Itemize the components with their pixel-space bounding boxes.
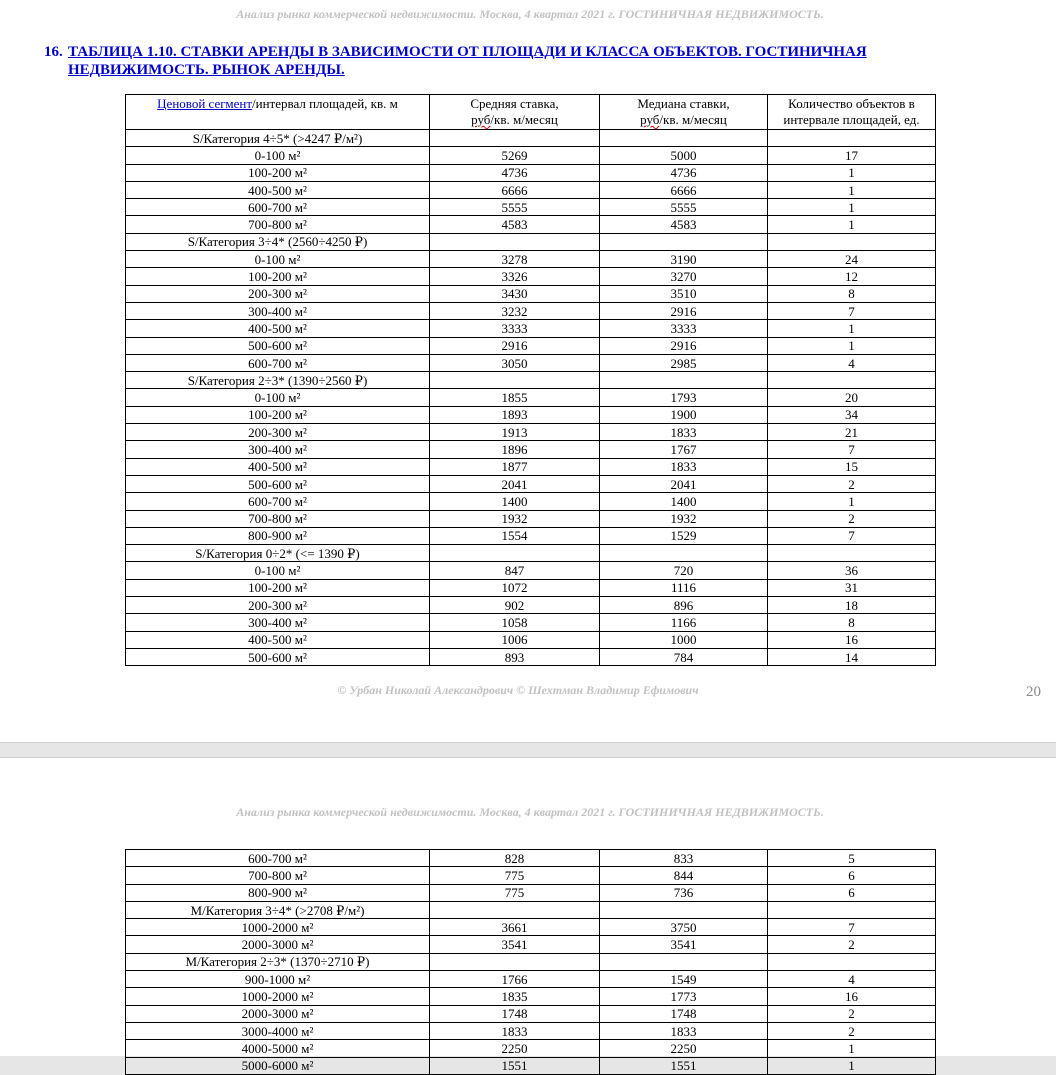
object-count-cell: 7 [768, 302, 936, 319]
price-segment-link[interactable]: Ценовой сегмент [157, 96, 253, 111]
median-rate-cell: 1833 [600, 458, 768, 475]
object-count-cell: 1 [768, 337, 936, 354]
object-count-cell: 2 [768, 475, 936, 492]
table-body [126, 130, 936, 666]
category-row [126, 953, 936, 970]
area-interval-cell: 600-700 м² [126, 850, 430, 867]
average-rate-cell: 1896 [430, 441, 600, 458]
average-rate-cell: 1766 [430, 971, 600, 988]
median-rate-cell: 3541 [600, 936, 768, 953]
empty-cell [430, 130, 600, 147]
area-interval-cell: 2000-3000 м² [126, 1005, 430, 1022]
area-interval-cell: 100-200 м² [126, 268, 430, 285]
empty-cell [600, 130, 768, 147]
median-rate-cell: 736 [600, 884, 768, 901]
median-rate-cell: 1529 [600, 527, 768, 544]
table-row [126, 936, 936, 953]
category-label: S/Категория 3÷4* (2560÷4250 ₽) [126, 233, 430, 250]
empty-cell [430, 372, 600, 389]
table-row [126, 441, 936, 458]
median-rate-cell: 1549 [600, 971, 768, 988]
empty-cell [430, 901, 600, 918]
page-separator [0, 742, 1056, 758]
area-interval-cell: 2000-3000 м² [126, 936, 430, 953]
area-interval-cell: 600-700 м² [126, 354, 430, 371]
median-rate-cell: 2985 [600, 354, 768, 371]
object-count-cell: 2 [768, 510, 936, 527]
area-interval-cell: 600-700 м² [126, 493, 430, 510]
category-row [126, 233, 936, 250]
category-label: S/Категория 0÷2* (<= 1390 ₽) [126, 545, 430, 562]
median-rate-cell: 1900 [600, 406, 768, 423]
median-rate-cell: 1000 [600, 631, 768, 648]
average-rate-cell: 6666 [430, 181, 600, 198]
category-label: S/Категория 4÷5* (>4247 ₽/м²) [126, 130, 430, 147]
table-row [126, 867, 936, 884]
empty-cell [600, 372, 768, 389]
header-median-rate [600, 95, 768, 130]
median-rate-cell: 1767 [600, 441, 768, 458]
table-row [126, 285, 936, 302]
area-interval-cell: 200-300 м² [126, 597, 430, 614]
table-row [126, 406, 936, 423]
median-rate-cell: 1833 [600, 424, 768, 441]
object-count-cell: 2 [768, 1005, 936, 1022]
average-rate-cell: 1400 [430, 493, 600, 510]
average-rate-cell: 3278 [430, 251, 600, 268]
category-row [126, 372, 936, 389]
category-label: M/Категория 3÷4* (>2708 ₽/м²) [126, 901, 430, 918]
object-count-cell: 14 [768, 648, 936, 665]
average-rate-cell: 3326 [430, 268, 600, 285]
table-row [126, 147, 936, 164]
area-interval-cell: 300-400 м² [126, 614, 430, 631]
area-interval-cell: 100-200 м² [126, 579, 430, 596]
average-rate-cell: 3050 [430, 354, 600, 371]
area-interval-cell: 700-800 м² [126, 216, 430, 233]
table-row [126, 181, 936, 198]
median-rate-cell: 5555 [600, 199, 768, 216]
median-rate-cell: 720 [600, 562, 768, 579]
copyright-footer: © Урбан Николай Александрович © Шехтман Владимир Ефимович [337, 683, 699, 697]
average-rate-cell: 775 [430, 884, 600, 901]
table-row [126, 1022, 936, 1039]
page-number: 20 [1026, 684, 1041, 700]
median-rate-cell: 6666 [600, 181, 768, 198]
object-count-cell: 17 [768, 147, 936, 164]
average-rate-cell: 2250 [430, 1040, 600, 1057]
object-count-cell: 1 [768, 216, 936, 233]
object-count-cell: 36 [768, 562, 936, 579]
median-rate-cell: 1551 [600, 1057, 768, 1074]
median-rate-cell: 3333 [600, 320, 768, 337]
empty-cell [600, 233, 768, 250]
average-rate-cell: 1913 [430, 424, 600, 441]
object-count-cell: 16 [768, 988, 936, 1005]
average-rate-cell: 828 [430, 850, 600, 867]
area-interval-cell: 700-800 м² [126, 510, 430, 527]
running-header: Анализ рынка коммерческой недвижимости. Москва, 4 квартал 2021 г. ГОСТИНИЧНАЯ НЕДВИЖИМОСТЬ. [236, 805, 824, 819]
table-row [126, 199, 936, 216]
spellcheck-word: руб [640, 112, 660, 127]
area-interval-cell: 400-500 м² [126, 458, 430, 475]
area-interval-cell: 900-1000 м² [126, 971, 430, 988]
table-row [126, 850, 936, 867]
table-row [126, 988, 936, 1005]
empty-cell [768, 901, 936, 918]
category-row [126, 901, 936, 918]
area-interval-cell: 5000-6000 м² [126, 1057, 430, 1074]
table-row [126, 1040, 936, 1057]
object-count-cell: 1 [768, 181, 936, 198]
table-row [126, 251, 936, 268]
object-count-cell: 1 [768, 1040, 936, 1057]
table-row [126, 971, 936, 988]
table-row [126, 527, 936, 544]
object-count-cell: 1 [768, 493, 936, 510]
median-rate-cell: 4583 [600, 216, 768, 233]
median-rate-cell: 3750 [600, 919, 768, 936]
object-count-cell: 7 [768, 527, 936, 544]
average-rate-cell: 847 [430, 562, 600, 579]
empty-cell [600, 545, 768, 562]
table-row [126, 562, 936, 579]
table-row [126, 1005, 936, 1022]
average-rate-cell: 775 [430, 867, 600, 884]
average-rate-cell: 1855 [430, 389, 600, 406]
object-count-cell: 8 [768, 614, 936, 631]
median-rate-cell: 1166 [600, 614, 768, 631]
empty-cell [768, 953, 936, 970]
object-count-cell: 5 [768, 850, 936, 867]
table-row [126, 389, 936, 406]
average-rate-cell: 5555 [430, 199, 600, 216]
median-rate-cell: 2250 [600, 1040, 768, 1057]
object-count-cell: 2 [768, 936, 936, 953]
average-rate-cell: 902 [430, 597, 600, 614]
average-rate-cell: 1833 [430, 1022, 600, 1039]
area-interval-cell: 600-700 м² [126, 199, 430, 216]
area-interval-cell: 400-500 м² [126, 181, 430, 198]
average-rate-cell: 893 [430, 648, 600, 665]
average-rate-cell: 1554 [430, 527, 600, 544]
table-row [126, 510, 936, 527]
running-header: Анализ рынка коммерческой недвижимости. Москва, 4 квартал 2021 г. ГОСТИНИЧНАЯ НЕДВИЖИМОСТЬ. [236, 7, 824, 21]
average-rate-cell: 5269 [430, 147, 600, 164]
median-rate-cell: 1932 [600, 510, 768, 527]
area-interval-cell: 3000-4000 м² [126, 1022, 430, 1039]
average-rate-cell: 3661 [430, 919, 600, 936]
area-interval-cell: 800-900 м² [126, 527, 430, 544]
table-row [126, 631, 936, 648]
category-label: S/Категория 2÷3* (1390÷2560 ₽) [126, 372, 430, 389]
median-rate-cell: 3190 [600, 251, 768, 268]
average-rate-cell: 1551 [430, 1057, 600, 1074]
area-interval-cell: 800-900 м² [126, 884, 430, 901]
category-row [126, 130, 936, 147]
empty-cell [768, 233, 936, 250]
object-count-cell: 7 [768, 919, 936, 936]
area-interval-cell: 500-600 м² [126, 475, 430, 492]
table-row [126, 320, 936, 337]
table-body [126, 850, 936, 1075]
median-rate-cell: 1748 [600, 1005, 768, 1022]
average-rate-cell: 3333 [430, 320, 600, 337]
rent-rates-table-continued [125, 849, 936, 1075]
area-interval-cell: 500-600 м² [126, 648, 430, 665]
header-average-line1: Средняя ставка, [470, 96, 559, 111]
header-median-line1: Медиана ставки, [637, 96, 730, 111]
object-count-cell: 8 [768, 285, 936, 302]
area-interval-cell: 200-300 м² [126, 424, 430, 441]
area-interval-cell: 1000-2000 м² [126, 988, 430, 1005]
spellcheck-word: руб [471, 112, 491, 127]
object-count-cell: 20 [768, 389, 936, 406]
object-count-cell: 34 [768, 406, 936, 423]
area-interval-cell: 300-400 м² [126, 302, 430, 319]
header-interval-label: /интервал площадей, кв. м [252, 96, 398, 111]
document-page-2 [0, 758, 1056, 1074]
table-row [126, 1057, 936, 1074]
header-average-rate [430, 95, 600, 130]
area-interval-cell: 400-500 м² [126, 631, 430, 648]
object-count-cell: 16 [768, 631, 936, 648]
median-rate-cell: 3270 [600, 268, 768, 285]
empty-cell [430, 953, 600, 970]
object-count-cell: 4 [768, 354, 936, 371]
header-price-segment [126, 95, 430, 130]
object-count-cell: 1 [768, 164, 936, 181]
rent-rates-table [125, 94, 936, 666]
object-count-cell: 31 [768, 579, 936, 596]
object-count-cell: 1 [768, 199, 936, 216]
table-row [126, 579, 936, 596]
median-rate-cell: 2916 [600, 302, 768, 319]
table-row [126, 475, 936, 492]
table-row [126, 458, 936, 475]
average-rate-cell: 1835 [430, 988, 600, 1005]
median-rate-cell: 784 [600, 648, 768, 665]
median-rate-cell: 1833 [600, 1022, 768, 1039]
object-count-cell: 2 [768, 1022, 936, 1039]
table-row [126, 884, 936, 901]
table-row [126, 302, 936, 319]
median-rate-cell: 5000 [600, 147, 768, 164]
average-rate-cell: 3232 [430, 302, 600, 319]
area-interval-cell: 0-100 м² [126, 251, 430, 268]
area-interval-cell: 200-300 м² [126, 285, 430, 302]
table-row [126, 337, 936, 354]
median-rate-cell: 833 [600, 850, 768, 867]
average-rate-cell: 1006 [430, 631, 600, 648]
average-rate-cell: 1748 [430, 1005, 600, 1022]
empty-cell [430, 233, 600, 250]
area-interval-cell: 1000-2000 м² [126, 919, 430, 936]
object-count-cell: 18 [768, 597, 936, 614]
category-row [126, 545, 936, 562]
table-row [126, 424, 936, 441]
section-title-link[interactable]: ТАБЛИЦА 1.10. СТАВКИ АРЕНДЫ В ЗАВИСИМОСТИ ОТ ПЛОЩАДИ И КЛАССА ОБЪЕКТОВ. ГОСТИНИЧНАЯ НЕДВИЖИМОСТЬ. РЫНОК АРЕНДЫ. [68, 44, 867, 78]
table-row [126, 597, 936, 614]
object-count-cell: 6 [768, 867, 936, 884]
average-rate-cell: 1932 [430, 510, 600, 527]
table-row [126, 216, 936, 233]
empty-cell [768, 545, 936, 562]
empty-cell [600, 953, 768, 970]
median-rate-cell: 2041 [600, 475, 768, 492]
object-count-cell: 12 [768, 268, 936, 285]
area-interval-cell: 100-200 м² [126, 164, 430, 181]
area-interval-cell: 0-100 м² [126, 562, 430, 579]
median-rate-cell: 3510 [600, 285, 768, 302]
median-rate-cell: 2916 [600, 337, 768, 354]
header-object-count: Количество объектов в интервале площадей, ед. [768, 95, 936, 130]
average-rate-cell: 2916 [430, 337, 600, 354]
section-number: 16. [44, 44, 63, 60]
object-count-cell: 6 [768, 884, 936, 901]
object-count-cell: 7 [768, 441, 936, 458]
object-count-cell: 21 [768, 424, 936, 441]
table-row [126, 354, 936, 371]
object-count-cell: 1 [768, 320, 936, 337]
median-rate-cell: 1400 [600, 493, 768, 510]
average-rate-cell: 3541 [430, 936, 600, 953]
area-interval-cell: 4000-5000 м² [126, 1040, 430, 1057]
table-row [126, 614, 936, 631]
header-average-line2: /кв. м/месяц [490, 112, 558, 127]
object-count-cell: 1 [768, 1057, 936, 1074]
average-rate-cell: 2041 [430, 475, 600, 492]
object-count-cell: 15 [768, 458, 936, 475]
area-interval-cell: 0-100 м² [126, 147, 430, 164]
median-rate-cell: 1773 [600, 988, 768, 1005]
area-interval-cell: 100-200 м² [126, 406, 430, 423]
median-rate-cell: 1793 [600, 389, 768, 406]
table-row [126, 493, 936, 510]
area-interval-cell: 300-400 м² [126, 441, 430, 458]
empty-cell [430, 545, 600, 562]
header-median-line2: /кв. м/месяц [659, 112, 727, 127]
area-interval-cell: 400-500 м² [126, 320, 430, 337]
average-rate-cell: 3430 [430, 285, 600, 302]
average-rate-cell: 4736 [430, 164, 600, 181]
average-rate-cell: 4583 [430, 216, 600, 233]
average-rate-cell: 1877 [430, 458, 600, 475]
empty-cell [768, 372, 936, 389]
table-row [126, 648, 936, 665]
table-row [126, 268, 936, 285]
object-count-cell: 4 [768, 971, 936, 988]
table-header-row [126, 95, 936, 130]
area-interval-cell: 0-100 м² [126, 389, 430, 406]
average-rate-cell: 1893 [430, 406, 600, 423]
table-row [126, 919, 936, 936]
average-rate-cell: 1072 [430, 579, 600, 596]
area-interval-cell: 700-800 м² [126, 867, 430, 884]
table-row [126, 164, 936, 181]
median-rate-cell: 844 [600, 867, 768, 884]
average-rate-cell: 1058 [430, 614, 600, 631]
area-interval-cell: 500-600 м² [126, 337, 430, 354]
empty-cell [768, 130, 936, 147]
category-label: M/Категория 2÷3* (1370÷2710 ₽) [126, 953, 430, 970]
median-rate-cell: 4736 [600, 164, 768, 181]
object-count-cell: 24 [768, 251, 936, 268]
median-rate-cell: 896 [600, 597, 768, 614]
median-rate-cell: 1116 [600, 579, 768, 596]
empty-cell [600, 901, 768, 918]
